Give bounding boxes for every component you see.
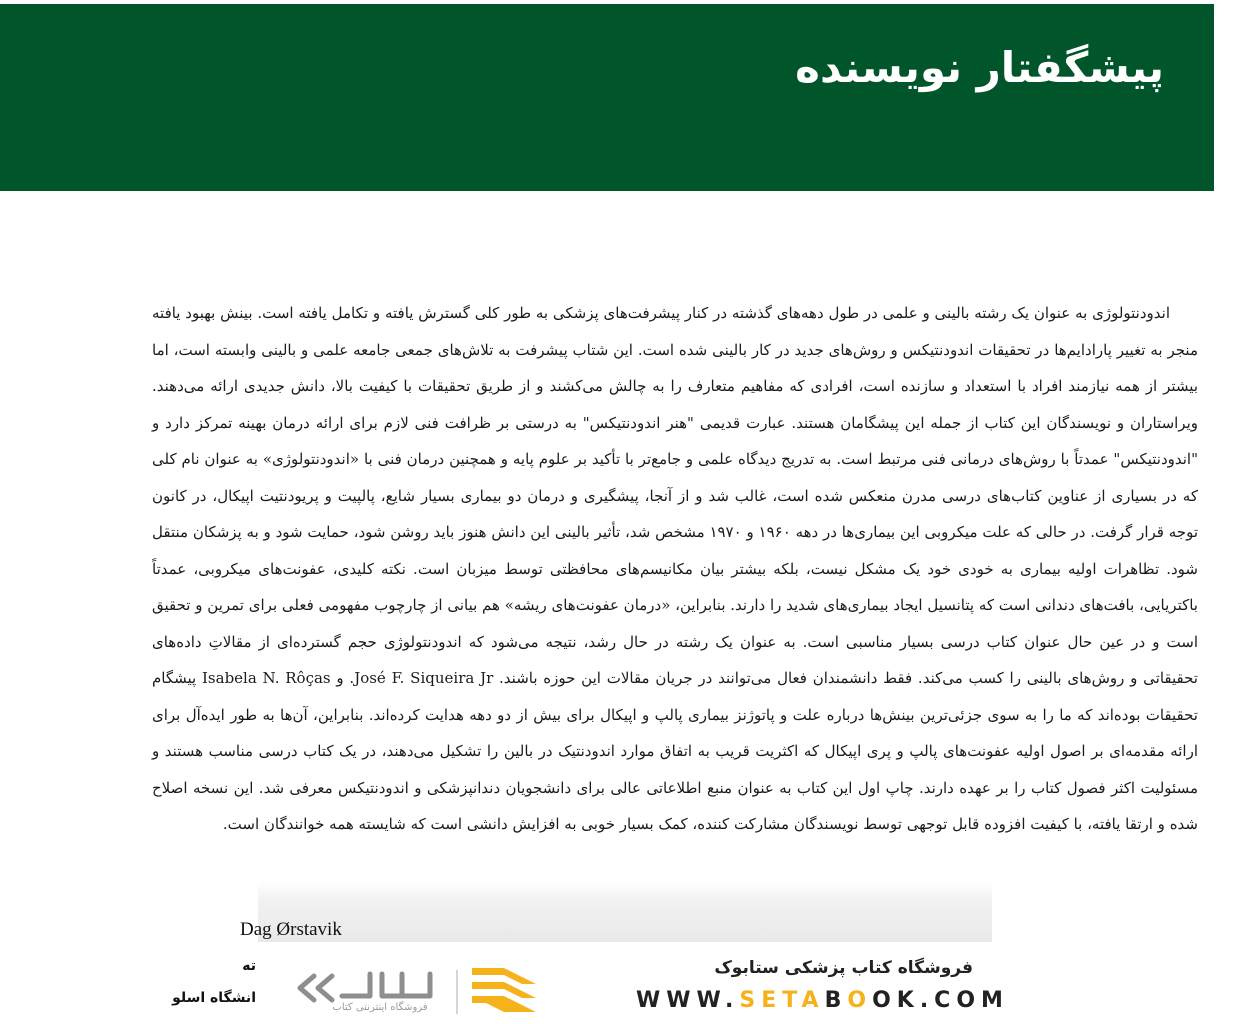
author-signature: Dag Ørstavik bbox=[240, 919, 342, 940]
page-title: پیشگفتار نویسنده bbox=[795, 43, 1164, 92]
author-affiliation-line1: ته bbox=[242, 958, 256, 974]
store-url bbox=[636, 988, 1009, 1013]
paragraph: اندودنتولوژی به عنوان یک رشته بالینی و علمی در طول دهه‌های گذشته در کنار پیشرفت‌های پزشکی به طور کلی گسترش یافته و تکامل یافته است. بینش بهبود یافته منجر به تغییر پارادایم‌ها در تحقیقات اندودنتیکس و روش‌های جدید در کار بالینی شده است. این شتاب پیشرفت به تلاش‌های جمعی جامعه علمی و بالینی وابسته است، اما بیشتر از همه نیازمند افراد با استعداد و سازنده است، افرادی که مفاهیم متعارف را به چالش می‌کشند و از طریق تحقیقات با کیفیت بالا، دانش جدیدی ارائه می‌دهند. ویراستاران و نویسندگان این کتاب از جمله این پیشگامان هستند. عبارت قدیمی "هنر اندودنتیکس" به درستی بر ظرافت فنی لازم برای ارائه درمان بهینه تمرکز دارد و "اندودنتیکس" عمدتاً با روش‌های درمانی فنی مرتبط است. به تدریج دیدگاه علمی و جامع‌تر با تأکید بر علوم پایه و همچنین درمان فنی با «اندودنتولوژی» به عنوان نام کلی که در بسیاری از عناوین کتاب‌های درسی مدرن منعکس شده است، غالب شد و از آنجا، پیشگیری و درمان دو بیماری بسیار شایع، پالپیت و پریودنتیت اپیکال، در کانون توجه قرار گرفت. در حالی که علت میکروبی این بیماری‌ها در دهه ۱۹۶۰ و ۱۹۷۰ مشخص شد، تأثیر بالینی این دانش هنوز باید روشن شود، حمایت شود و به پزشکان منتقل شود. تظاهرات اولیه بیماری به خودی خود یک مشکل نیست، بلکه بیشتر بیان مکانیسم‌های محافظتی توسط میزبان است. نکته کلیدی، عفونت‌های میکروبی، عمدتاً باکتریایی، بافت‌های دندانی است که پتانسیل ایجاد بیماری‌های شدید را دارند. بنابراین، «درمان عفونت‌های ریشه» هم بیانی از چارچوب مفهومی فعلی برای تمرین و تحقیق است و در عین حال عنوان کتاب درسی بسیار مناسبی است. به عنوان یک رشته در حال رشد، نتیجه می‌شود که اندودنتولوژی حجم گسترده‌ای از مقالاتِ داده‌های تحقیقاتی و روش‌های بالینی را کسب می‌کند. فقط دانشمندان فعال می‌توانند در جریان مقالات این حوزه باشند. José F. Siqueira Jr. و Isabela N. Rôças پیشگام تحقیقات بوده‌اند که ما را به سوی جزئی‌ترین بینش‌ها درباره علت و پاتوژنز بیماری پالپ و اپیکال برای بیش از دو دهه هدایت کرده‌اند. بنابراین، آن‌ها به طور ایده‌آل برای ارائه مقدمه‌ای بر اصول اولیه عفونت‌های پالپ و پری اپیکال که اکثریت قریب به اتفاق موارد اندودنتیک در بالین را تشکیل می‌دهند، در یک کتاب درسی مناسب هستند و مسئولیت اکثر فصول کتاب را بر عهده دارند. چاپ اول این کتاب به عنوان منبع اطلاعاتی عالی برای دانشجویان دندانپزشکی و اندودنتیکس معرفی شد. این نسخه اصلاح شده و ارتقا یافته، با کیفیت افزوده قابل توجهی توسط نویسندگان مشارکت کننده، کمک بسیار خوبی به افزایش دانشی است که شایسته همه خوانندگان است. bbox=[152, 304, 1199, 833]
body-text bbox=[152, 295, 1198, 843]
url-part2: OK.COM bbox=[872, 988, 1009, 1013]
url-highlight-o: O bbox=[847, 988, 873, 1013]
grey-scan-patch bbox=[258, 882, 992, 942]
store-name: فروشگاه کتاب پزشکی ستابوک bbox=[714, 958, 973, 978]
url-highlight-seta: SETA bbox=[739, 988, 825, 1013]
header-band bbox=[0, 4, 1214, 191]
setabook-chevron-icon bbox=[472, 968, 536, 1012]
logo-subtext: فروشگاه اینترنتی کتاب bbox=[332, 1002, 428, 1013]
url-part1: WWW. bbox=[636, 988, 740, 1013]
author-affiliation-line2: انشگاه اسلو bbox=[172, 990, 256, 1006]
setabook-wordmark-icon bbox=[300, 974, 430, 1000]
url-mid: B bbox=[824, 988, 848, 1013]
